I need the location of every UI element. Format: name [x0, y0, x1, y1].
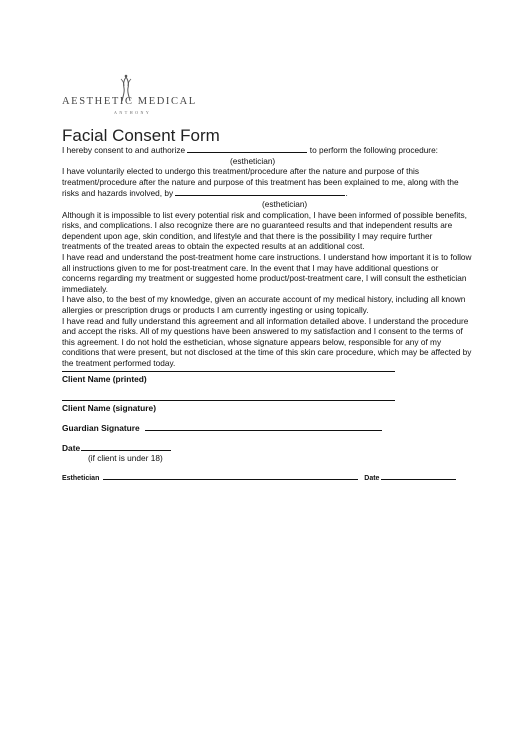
voluntary-period: .: [345, 188, 348, 199]
guardian-signature-line[interactable]: [145, 430, 382, 431]
consent-intro: I hereby consent to and authorize: [62, 145, 186, 155]
guardian-signature-label: Guardian Signature: [62, 423, 140, 433]
company-logo: [62, 72, 197, 122]
date-label: Date: [62, 443, 81, 453]
guardian-note: (if client is under 18): [88, 453, 163, 463]
esthetician-name-field[interactable]: [187, 144, 307, 153]
esthetician-row: [62, 472, 456, 482]
esthetician-signature-field[interactable]: [103, 472, 358, 480]
agreement-paragraph: I have read and fully understand this agreement and all information detailed above. I understand the procedure and accept the risks. All of my questions have been answered to my satisfaction and I consent to the terms of this agreement. I do not hold the esthetician, whose signature appears below, responsible for any of my conditions that were present, but not disclosed at the time of this skin care procedure, which may be affected by the treatment performed today.: [62, 315, 472, 368]
voluntary-text: I have voluntarily elected to undergo this treatment/procedure after the nature and purpose of this treatment/procedure after the nature and purpose of this treatment has been explained to me, along with the risks and hazards involved, by: [62, 166, 459, 199]
consent-procedure-text: to perform the following procedure:: [309, 145, 438, 155]
esthetician-label: Esthetician: [62, 475, 100, 482]
esthetician-explained-field[interactable]: [175, 187, 348, 199]
home-care-paragraph: I have read and understand the post-treatment home care instructions. I understand how important it is to follow all instructions given to me for post-treatment care. In the event that I may have additional questions or concerns regarding my treatment or suggested home product/post-treatment care, I will consult the esthetician immediately.: [62, 251, 472, 294]
voluntary-paragraph: [62, 166, 472, 199]
esthetician-date-label: Date: [364, 475, 380, 482]
esthetician-label-2: (esthetician): [262, 198, 308, 209]
client-name-printed-label: Client Name (printed): [62, 374, 147, 384]
logo-subtext: ANTHONY: [114, 110, 152, 115]
client-name-printed-line[interactable]: [62, 371, 395, 372]
consent-line: [62, 144, 472, 156]
medical-history-paragraph: I have also, to the best of my knowledge, given an accurate account of my medical history, including all known allergies or prescription drugs or products I am currently ingesting or using topically.: [62, 294, 466, 315]
date-line[interactable]: [81, 450, 171, 451]
esthetician-date-field[interactable]: [381, 472, 456, 480]
risk-paragraph: Although it is impossible to list every potential risk and complication, I have been informed of possible benefits, risks, and complications. I also recognize there are no guaranteed results and that independent results are dependent upon age, skin condition, and lifestyle and that there is the possibility I may require further treatments of the treated areas to obtain the expected results at an additional cost.: [62, 209, 467, 252]
client-signature-line[interactable]: [62, 400, 395, 401]
esthetician-label-1: (esthetician): [230, 155, 276, 166]
client-signature-label: Client Name (signature): [62, 403, 157, 413]
form-title: Facial Consent Form: [62, 126, 220, 145]
logo-wordmark: AESTHETIC MEDICAL: [62, 96, 197, 107]
form-body: [62, 144, 472, 368]
